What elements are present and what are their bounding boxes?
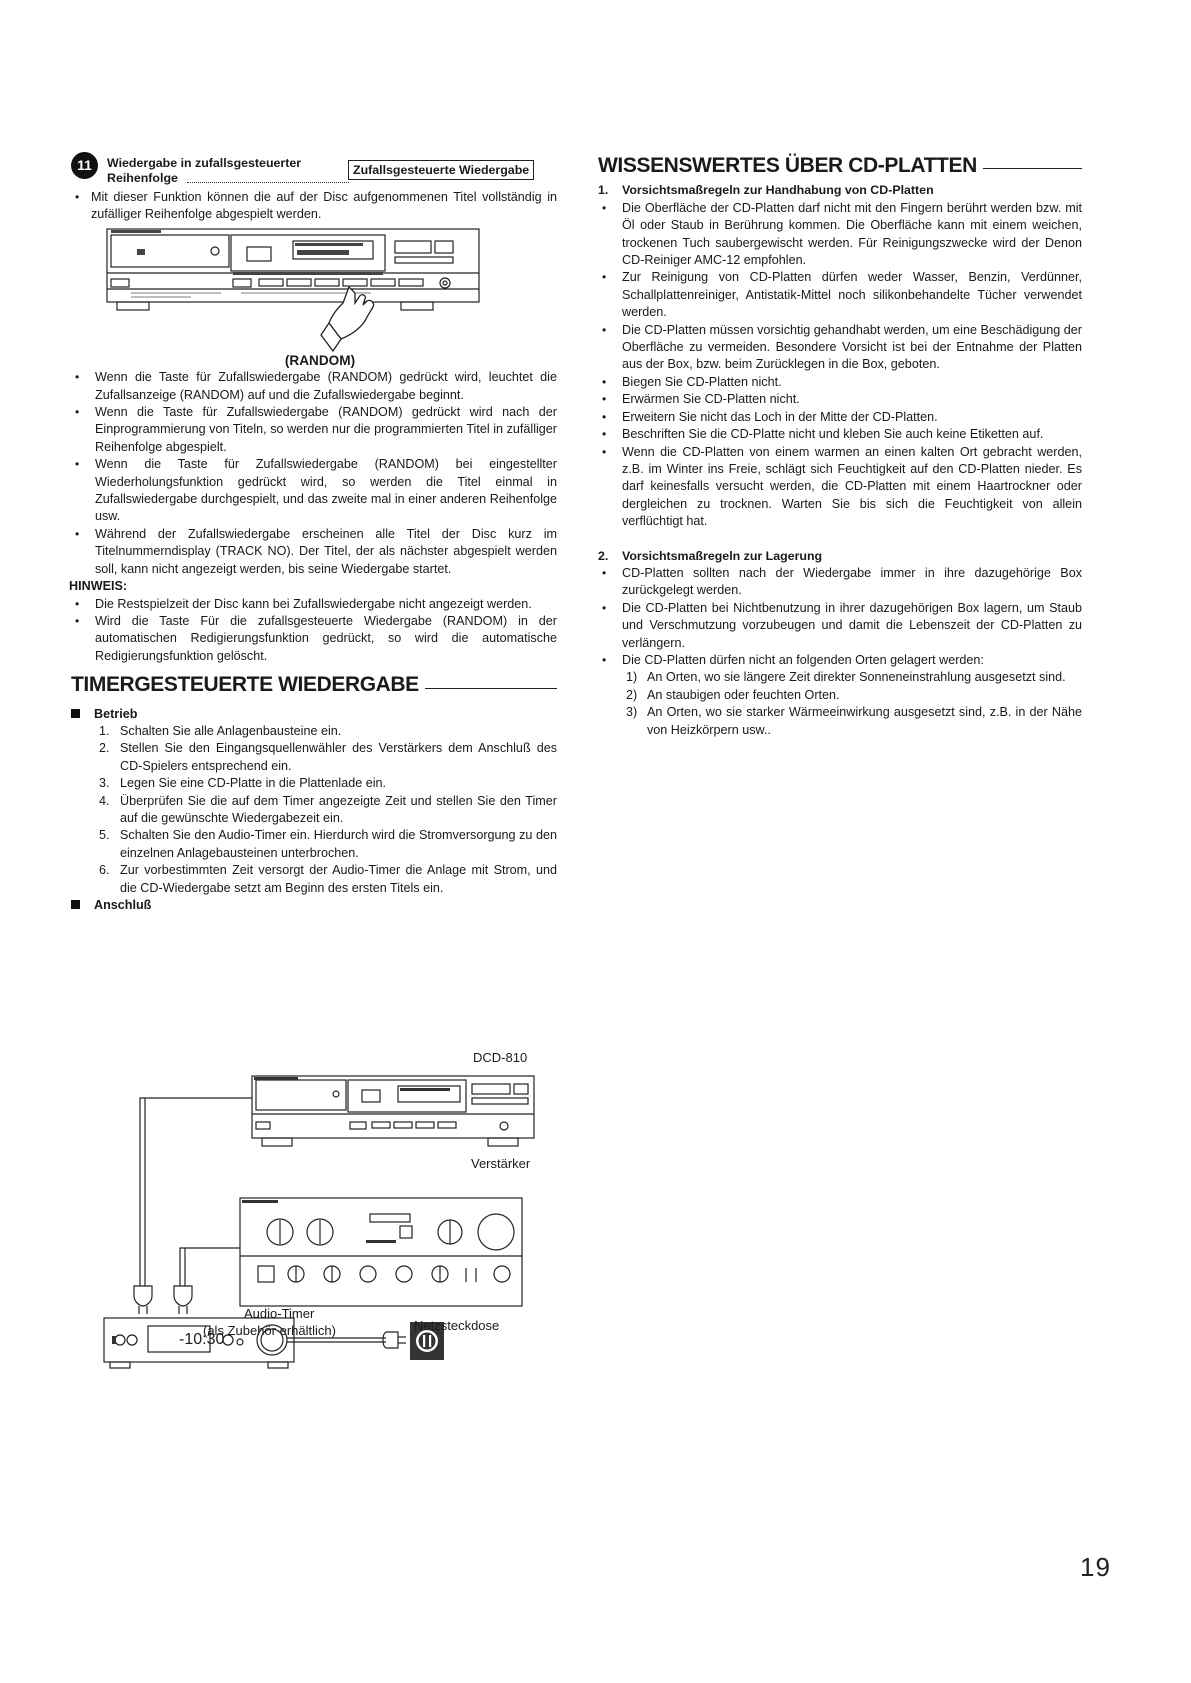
storage-heading: 2. Vorsichtsmaßregeln zur Lagerung <box>598 548 823 563</box>
note-list <box>71 596 557 666</box>
timer-heading-text: TIMERGESTEUERTE WIEDERGABE <box>71 673 419 697</box>
step-item: 2. Stellen Sie den Eingangsquellenwähler des Verstärkers dem Anschluß des CD-Spielers entsprechend ein. <box>99 741 557 773</box>
connection-diagram-drawing <box>100 1050 560 1410</box>
connection-heading: Anschluß <box>71 897 557 914</box>
leader-dots <box>187 182 349 183</box>
left-column <box>71 153 557 914</box>
cd-player-figure <box>71 227 557 357</box>
note-item: • Die Restspielzeit der Disc kann bei Zufallswiedergabe nicht angezeigt werden. <box>71 596 557 613</box>
step-item: 6. Zur vorbestimmten Zeit versorgt der Audio-Timer die Anlage mit Strom, und die CD-Wiedergabe setzt am Beginn des ersten Titels ein. <box>99 863 557 895</box>
storage-item: • Die CD-Platten dürfen nicht an folgenden Orten gelagert werden: <box>598 652 1082 669</box>
handling-item: • Erwärmen Sie CD-Platten nicht. <box>598 391 1082 408</box>
cd-section-heading <box>598 154 1082 177</box>
random-intro <box>71 189 557 224</box>
cd-heading-text: WISSENSWERTES ÜBER CD-PLATTEN <box>598 154 977 177</box>
storage-place: 1) An Orten, wo sie längere Zeit direkter Sonneneinstrahlung ausgesetzt sind. <box>626 670 1066 685</box>
audio-timer-sublabel: (als Zubehör erhältlich) <box>203 1323 336 1338</box>
random-intro-text: • Mit dieser Funktion können die auf der Disc aufgenommenen Titel vollständig in zufälliger Reihenfolge abgespielt werden. <box>71 189 557 224</box>
random-button-caption: (RANDOM) <box>284 352 356 368</box>
outlet-label: Netzsteckdose <box>414 1318 500 1333</box>
note-heading: HINWEIS: <box>69 579 128 594</box>
storage-places-list <box>598 669 1082 739</box>
audio-timer-label: Audio-Timer <box>244 1306 315 1321</box>
handling-item: • Die Oberfläche der CD-Platten darf nicht mit den Fingern berührt werden bzw. mit Öl oder Staub in Berührung kommen. Die Oberfläche kann mit einem weichen, trockenen Tuch saubergewischt werden. Für Reinigungszwecke wird der Denon CD-Reiniger AMC-12 empfohlen. <box>598 200 1082 270</box>
handling-item: • Wenn die CD-Platten von einem warmen an einen kalten Ort gebracht werden, z.B. im Winter ins Freie, schlägt sich Feuchtigkeit auf den CD-Platten nieder. Es darf keinesfalls versucht werden, die CD-Platten mit einem Haartrockner oder dergleichen zu trocknen. Warten Sie bis sich die Feuchtigkeit von allein verflüchtigt hat. <box>598 444 1082 531</box>
step-item: 3. Legen Sie eine CD-Platte in die Plattenlade ein. <box>99 776 387 791</box>
handling-item: • Erweitern Sie nicht das Loch in der Mitte der CD-Platten. <box>598 409 1082 426</box>
random-bullet: • Wenn die Taste für Zufallswiedergabe (RANDOM) gedrückt wird, leuchtet die Zufallsanzeige (RANDOM) auf und die Zufallswiedergabe beginnt. <box>71 369 557 404</box>
handling-item: • Die CD-Platten müssen vorsichtig gehandhabt werden, um eine Beschädigung der Oberfläche zu vermeiden. Besondere Vorsicht ist bei der Entnahme der Platten aus der Box, bzw. beim Zurücklegen in die Box, geboten. <box>598 322 1082 374</box>
section-number-badge: 11 <box>71 152 98 179</box>
cd-player-random-illustration <box>71 227 557 357</box>
timer-display-readout: -10:30 <box>179 1331 225 1348</box>
right-column <box>598 154 1082 739</box>
handling-list <box>598 200 1082 531</box>
step-item: 1. Schalten Sie alle Anlagenbausteine ein. <box>99 723 342 738</box>
operation-steps <box>71 723 557 897</box>
handling-item: • Zur Reinigung von CD-Platten dürfen weder Wasser, Benzin, Verdünner, Schallplattenreiniger, Antistatik-Mittel noch silikonbehandelte Tücher verwendet werden. <box>598 269 1082 321</box>
random-bullets <box>71 369 557 578</box>
function-name-box: Zufallsgesteuerte Wiedergabe <box>348 160 534 180</box>
random-bullet: • Während der Zufallswiedergabe erscheinen alle Titel der Disc kurz im Titelnummerndisplay (TRACK NO). Der Titel, der als nächster abgespielt werden soll, kann nicht angezeigt werden, bis seine Wiedergabe startet. <box>71 526 557 578</box>
note-item: • Wird die Taste Für die zufallsgesteuerte Wiedergabe (RANDOM) in der automatischen Redigierungsfunktion gedrückt, so wird die automatische Redigierungsfunktion gelöscht. <box>71 613 557 665</box>
storage-place: 2) An staubigen oder feuchten Orten. <box>626 687 840 702</box>
random-bullet: • Wenn die Taste für Zufallswiedergabe (RANDOM) gedrückt wird nach der Einprogrammierung von Titeln, so werden nur die programmierten Titel in zufälliger Reihenfolge abgespielt. <box>71 404 557 456</box>
operation-heading: Betrieb <box>71 706 557 723</box>
storage-item: • CD-Platten sollten nach der Wiedergabe immer in ihre dazugehörige Box zurückgelegt werden. <box>598 565 1082 600</box>
random-heading <box>71 153 557 189</box>
step-item: 4. Überprüfen Sie die auf dem Timer angezeigte Zeit und stellen Sie den Timer auf die gewünschte Wiedergabezeit ein. <box>99 793 557 825</box>
storage-item: • Die CD-Platten bei Nichtbenutzung in ihrer dazugehörigen Box lagern, um Staub und Verschmutzung vorzubeugen und damit die Lebenszeit der CD-Platten zu verlängern. <box>598 600 1082 652</box>
page-number: 19 <box>1080 1552 1111 1582</box>
step-item: 5. Schalten Sie den Audio-Timer ein. Hierdurch wird die Stromversorgung zu den einzelnen Anlagebausteinen unterbrochen. <box>99 828 557 860</box>
random-bullet: • Wenn die Taste für Zufallswiedergabe (RANDOM) bei eingestellter Wiederholungsfunktion gedrückt wird, so werden die Titel einmal in Zufallswiedergabe durchgespielt, und das zweite mal in einer anderen Reihenfolge usw. <box>71 456 557 526</box>
timer-section-heading <box>71 673 557 697</box>
connection-diagram <box>100 1050 560 1410</box>
random-title-line2: Reihenfolge <box>107 171 178 185</box>
random-title-line1: Wiedergabe in zufallsgesteuerter <box>107 156 302 170</box>
storage-place: 3) An Orten, wo sie starker Wärmeeinwirkung ausgesetzt sind, z.B. in der Nähe von Heizkörpern usw.. <box>626 705 1082 737</box>
storage-list <box>598 565 1082 669</box>
handling-item: • Beschriften Sie die CD-Platte nicht und kleben Sie auch keine Etiketten auf. <box>598 426 1082 443</box>
handling-heading: 1. Vorsichtsmaßregeln zur Handhabung von CD-Platten <box>598 183 934 198</box>
amplifier-label: Verstärker <box>471 1156 531 1171</box>
cd-player-label: DCD-810 <box>473 1050 528 1065</box>
handling-item: • Biegen Sie CD-Platten nicht. <box>598 374 1082 391</box>
